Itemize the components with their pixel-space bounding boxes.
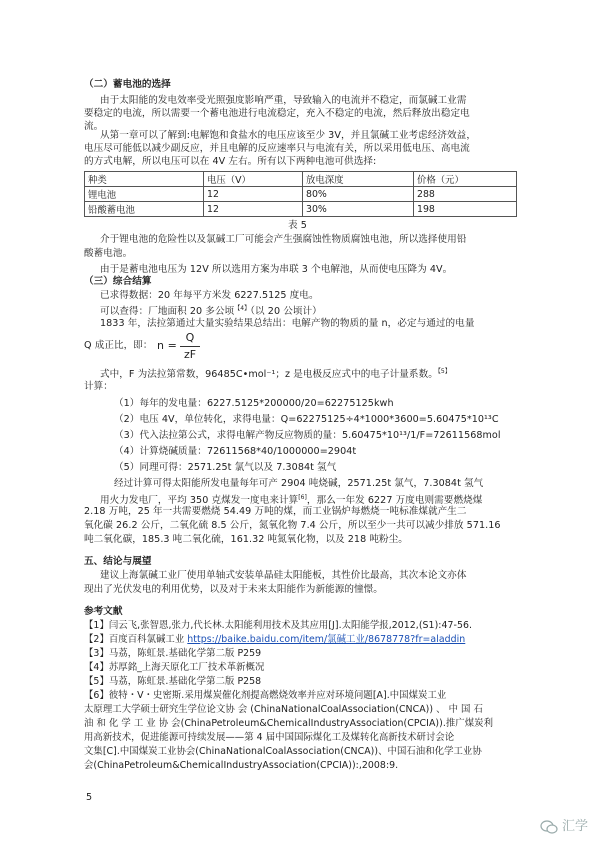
calc-item: （3）代入法拉第公式，求得电解产物反应物质的量：5.60475*10¹³/1/F=72611568mol	[114, 430, 501, 441]
citation-sup: 【4】	[234, 305, 251, 312]
reference-item: 【4】苏厚銘_上海天原化工厂技术革新概况	[84, 662, 265, 673]
page-number: 5	[86, 792, 93, 803]
formula-numerator: Q	[185, 331, 195, 344]
paragraph-line	[100, 366, 451, 381]
battery-comparison-table	[84, 171, 517, 217]
calc-item: （5）同理可得：2571.25t 氯气以及 7.3084t 氢气	[114, 462, 337, 473]
table-cell: 铅酸蓄电池	[85, 202, 204, 217]
table-cell: 12	[204, 202, 303, 217]
paragraph-line: 2.18 万吨，25 年一共需要燃烧 54.49 万吨的煤，而工业锅炉每燃烧一吨标准煤就产生二	[84, 506, 467, 517]
paragraph-line	[100, 492, 482, 507]
paragraph-line: 介于锂电池的危险性以及氯碱工厂可能会产生强腐蚀性物质腐蚀电池，所以选择使用铅	[100, 234, 467, 245]
paragraph-line: 吨二氧化碳，185.3 吨二氧化硫，161.32 吨氮氧化物，以及 218 吨粉尘。	[84, 534, 408, 545]
paragraph-line: Q 成正比，即：	[84, 340, 153, 351]
paragraph-line: 酸蓄电池。	[84, 248, 133, 259]
paragraph-line: 1833 年，法拉第通过大量实验结果总结出：电解产物的物质的量 n，必定与通过的电量	[100, 318, 475, 329]
paragraph-line: 氧化碳 26.2 公斤，二氧化硫 8.5 公斤，氮氧化物 7.4 公斤，所以至少一共可以减少排放 571.16	[84, 520, 501, 531]
table-cell: 288	[414, 187, 517, 202]
paragraph-line	[100, 303, 322, 318]
paragraph-line: 流。	[84, 121, 104, 132]
calc-item: （1）每年的发电量：6227.5125*200000/20=62275125kwh	[114, 398, 394, 409]
paragraph-line: 建议上海氯碱工业厂使用单轴式安装单晶硅太阳能板，其性价比最高，其次本论文亦体	[100, 570, 467, 581]
table-cell: 198	[414, 202, 517, 217]
text-span: 【2】百度百科氯碱工业	[84, 634, 188, 645]
reference-item: 【1】闫云飞,张智恩,张力,代长林.太阳能利用技术及其应用[J].太阳能学报,2012,(S1):47-56.	[84, 620, 473, 631]
formula-denominator: zF	[183, 348, 197, 361]
table-header-cell: 种类	[85, 172, 204, 187]
table-header-cell: 电压（V）	[204, 172, 303, 187]
reference-item: 会(ChinaPetroleum&ChemicalIndustryAssociation(CPCIA)):,2008:9.	[84, 760, 399, 771]
paragraph-line: 由于是蓄电池电压为 12V 所以选用方案为串联 3 个电解池，从而使电压降为 4V。	[100, 264, 453, 275]
table-cell: 12	[204, 187, 303, 202]
paragraph-line: 现出了光伏发电的利用优势，以及对于未来太阳能作为新能源的憧憬。	[84, 584, 383, 595]
table-row	[85, 187, 517, 202]
table-header-cell: 价格（元）	[414, 172, 517, 187]
reference-item: 文集[C].中国煤炭工业协会(ChinaNationalCoalAssociation(CNCA))、中国石油和化学工业协	[84, 746, 482, 757]
fraction-bar	[180, 346, 200, 347]
reference-item	[84, 634, 465, 646]
section-title-battery: （二）蓄电池的选择	[84, 79, 171, 90]
reference-item: 油 和 化 学 工 业 协 会(ChinaPetroleum&ChemicalIndustryAssociation(CPCIA)).推广煤炭利	[84, 718, 493, 729]
table-header-cell: 放电深度	[303, 172, 414, 187]
section-title-settlement: （三）综合结算	[84, 276, 152, 287]
table-caption: 表 5	[288, 220, 307, 231]
watermark-text: 汇学	[561, 819, 588, 834]
paragraph-line: 计算：	[84, 381, 113, 392]
watermark	[540, 815, 588, 834]
text-span: 用火力发电厂，平均 350 克煤发一度电来计算	[100, 495, 299, 507]
text-span: ，那么一年发 6227 万度电则需要燃烧煤	[306, 495, 483, 507]
reference-link[interactable]: https://baike.baidu.com/item/氯碱工业/8678778?fr=aladdin	[187, 634, 466, 645]
reference-item: 【5】马荔，陈虹景.基础化学第二版 P258	[84, 676, 262, 687]
calc-item: （2）电压 4V，单位转化，求得电量：Q=62275125÷4*1000*3600=5.60475*10¹³C	[114, 414, 499, 425]
table-cell: 锂电池	[85, 187, 204, 202]
reference-item: 用高新技术，促进能源可持续发展——第 4 届中国国际煤化工及煤转化高新技术研讨会论	[84, 732, 455, 743]
wechat-icon	[540, 819, 562, 834]
reference-item: 【3】马荔，陈虹景.基础化学第二版 P259	[84, 648, 262, 659]
table-row	[85, 202, 517, 217]
table-header-row	[85, 172, 517, 187]
table-cell: 30%	[303, 202, 414, 217]
text-span: （以 20 公顷计）	[250, 306, 322, 318]
text-span: 可以查得：厂地面积 20 多公顷	[100, 306, 235, 318]
reference-item: 【6】彼特・V・史密斯.采用煤炭催化剂提高燃烧效率并应对环境问题[A].中国煤炭工业	[84, 690, 447, 701]
paragraph-line: 已求得数据：20 年每平方米发 6227.5125 度电。	[100, 290, 319, 301]
text-span: 式中，F 为法拉第常数，96485C•mol⁻¹；z 是电极反应式中的电子计量系数。	[100, 369, 438, 381]
formula-lhs: n =	[157, 339, 177, 352]
paragraph-line: 从第一章可以了解到:电解饱和食盐水的电压应该至少 3V，并且氯碱工业考虑经济效益，	[100, 130, 476, 141]
paragraph-line: 的方式电解，所以电压可以在 4V 左右。所有以下两种电池可供选择:	[84, 156, 377, 167]
paragraph-line: 经过计算可得太阳能所发电量每年可产 2904 吨烧碱，2571.25t 氯气，7.3084t 氢气	[114, 478, 484, 489]
references-title: 参考文献	[84, 606, 123, 617]
citation-sup: 【5】	[437, 368, 451, 375]
paragraph-line: 由于太阳能的发电效率受光照强度影响严重，导致输入的电流并不稳定，而氯碱工业需	[100, 95, 467, 106]
citation-sup: [6]	[298, 494, 307, 501]
reference-item: 太原理工大学硕士研究生学位论文协 会 (ChinaNationalCoalAssociation(CNCA)) 、 中 国 石	[84, 704, 483, 715]
section-title-conclusion: 五、结论与展望	[84, 556, 152, 567]
paragraph-line: 电压尽可能低以减少副反应，并且电解的反应速率只与电流有关，所以采用低电压、高电流	[84, 143, 470, 154]
calc-item: （4）计算烧碱质量：72611568*40/1000000=2904t	[114, 446, 357, 457]
table-cell: 80%	[303, 187, 414, 202]
paragraph-line: 要稳定的电流，所以需要一个蓄电池进行电流稳定，充入不稳定的电流，然后释放出稳定电	[84, 108, 470, 119]
